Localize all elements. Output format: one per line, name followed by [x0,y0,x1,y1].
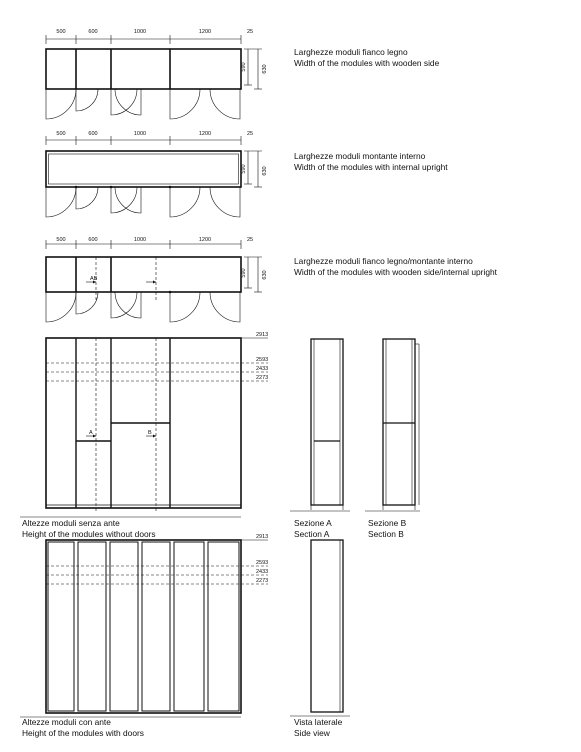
depth-label-630: 630 [262,166,268,176]
caption-side-view-en: Side view [294,727,330,738]
depth-label-590: 590 [241,164,247,174]
width-label-25: 25 [246,29,254,35]
caption-internal-upright-it: Larghezze moduli montante interno [294,151,426,161]
width-label-600: 600 [88,131,98,137]
caption-section-b [368,518,406,539]
height-label-2273: 2273 [256,578,269,584]
depth-dimension [241,151,268,187]
plan-wooden-side [46,29,268,119]
door-swings [46,89,240,119]
depth-label-630: 630 [262,64,268,74]
width-label-1200: 1200 [198,131,212,137]
width-label-500: 500 [56,237,66,243]
caption-with-doors-en: Height of the modules with doors [22,727,144,738]
height-label-2593: 2593 [256,357,269,363]
height-label-2913: 2913 [256,534,269,540]
depth-dimension [241,257,268,292]
caption-mixed-it: Larghezze moduli fianco legno/montante interno [294,256,473,266]
width-label-1200: 1200 [198,29,212,35]
caption-without-doors-it: Altezze moduli senza ante [22,518,120,528]
width-label-25: 25 [246,237,254,243]
caption-wooden-side-en: Width of the modules with wooden side [294,57,440,68]
height-label-2913: 2913 [256,332,269,338]
elevation-without-doors [20,332,268,517]
width-dimension-line [46,237,253,249]
module-outlines [46,49,241,89]
width-dimension-line [46,131,253,145]
caption-without-doors [22,518,156,539]
height-label-2433: 2433 [256,569,269,575]
depth-label-630: 630 [262,270,268,280]
caption-section-a-it: Sezione A [294,518,332,528]
width-label-1200: 1200 [198,237,212,243]
width-label-25: 25 [246,131,254,137]
section-marker-ab: AB [90,276,98,282]
caption-side-view-it: Vista laterale [294,717,343,727]
module-outlines [46,151,241,188]
width-label-1000: 1000 [133,131,147,137]
module-outlines [46,257,241,293]
height-levels [46,332,268,381]
section-markers [86,338,156,512]
section-marker-b: B [148,430,152,436]
height-label-2273: 2273 [256,375,269,381]
caption-side-view [294,717,342,738]
depth-dimension [241,49,268,89]
section-a-drawing [290,339,350,511]
height-label-2433: 2433 [256,366,269,372]
width-label-1000: 1000 [133,237,147,243]
caption-internal-upright [294,151,448,172]
section-marker-a: A [89,430,93,436]
caption-with-doors [22,717,144,738]
plan-internal-upright [46,131,268,217]
width-label-600: 600 [88,237,98,243]
depth-label-590: 590 [241,268,247,278]
caption-wooden-side-it: Larghezze moduli fianco legno [294,47,408,57]
door-swings [46,292,240,322]
caption-mixed [294,256,497,277]
section-b-drawing [365,339,420,511]
caption-internal-upright-en: Width of the modules with internal upright [294,161,448,172]
side-view-drawing [290,540,350,716]
caption-mixed-en: Width of the modules with wooden side/internal upright [294,266,497,277]
carcass-outline [46,338,241,508]
elevation-with-doors [20,534,268,717]
caption-without-doors-en: Height of the modules without doors [22,528,156,539]
plan-mixed [46,237,268,322]
width-label-600: 600 [88,29,98,35]
height-label-2593: 2593 [256,560,269,566]
caption-section-b-en: Section B [368,528,404,539]
caption-section-a [294,518,332,539]
width-label-1000: 1000 [133,29,147,35]
section-markers [86,257,156,300]
caption-wooden-side [294,47,439,68]
door-swings [46,187,240,217]
depth-label-590: 590 [241,62,247,72]
width-label-500: 500 [56,131,66,137]
caption-with-doors-it: Altezze moduli con ante [22,717,111,727]
caption-section-b-it: Sezione B [368,518,407,528]
width-dimension-line [46,29,253,44]
caption-section-a-en: Section A [294,528,330,539]
width-label-500: 500 [56,29,66,35]
